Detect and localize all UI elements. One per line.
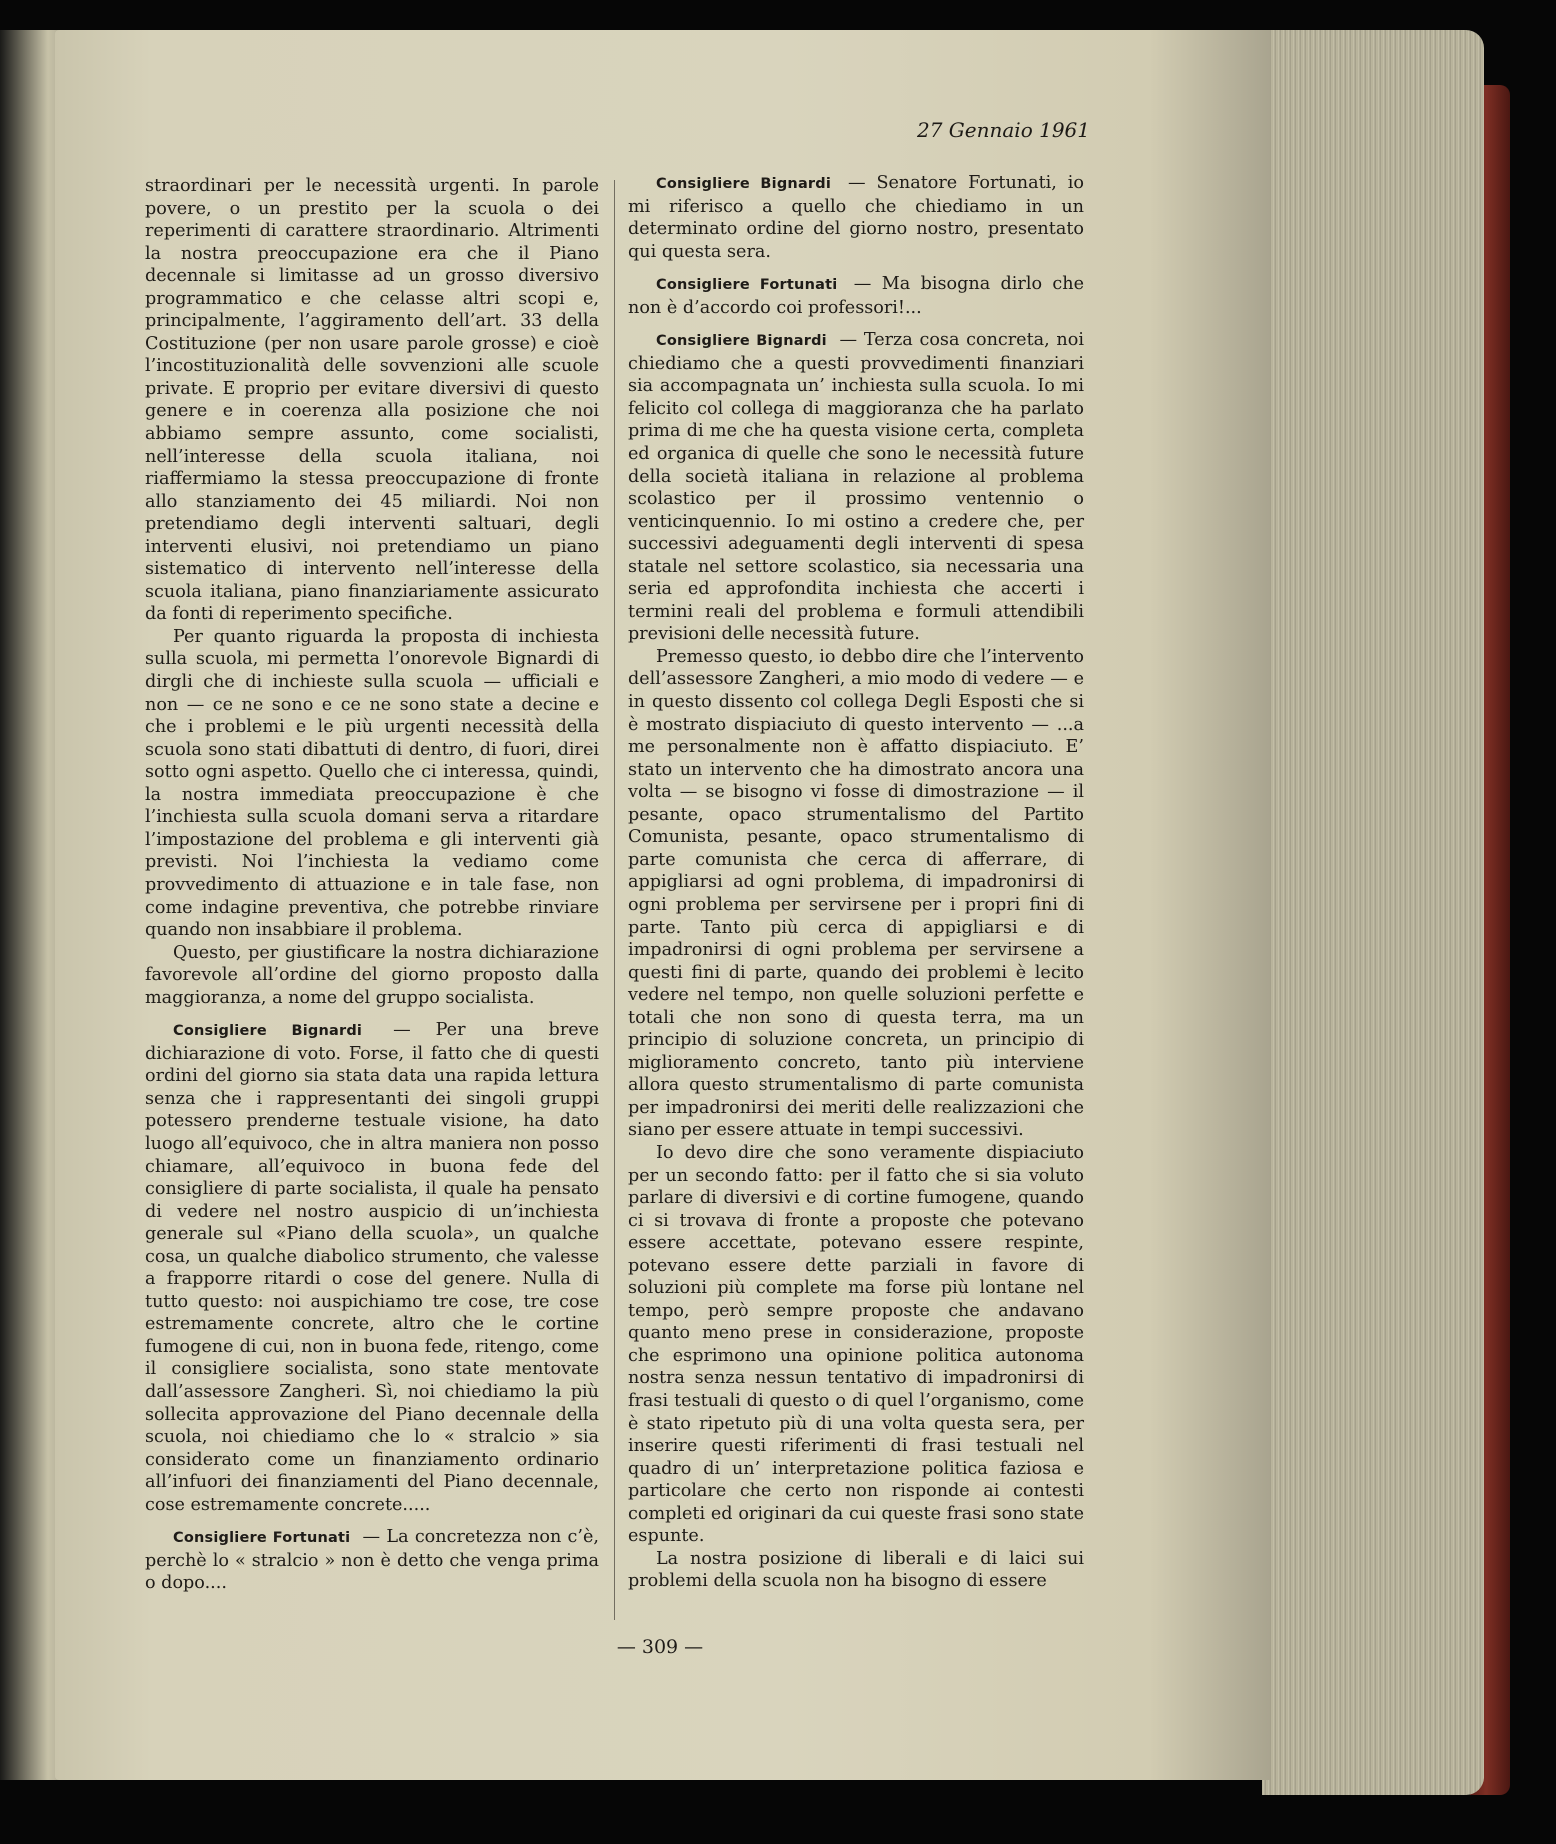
paragraph: Questo, per giustificare la nostra dichiarazione favorevole all’ordine del giorno proposto dalla maggioranza, a nome del gruppo socialista.: [145, 942, 599, 1008]
speech-entry: [145, 1019, 599, 1516]
speech-text: — Terza cosa concreta, noi chiediamo che a questi provvedimenti finanziari sia accompagnata un’ inchiesta sulla scuola. Io mi felicito col collega di maggioranza che ha parlato prima di me che ha questa visione certa, completa ed organica di quelle che sono le necessità future della società italiana in relazione al problema scolastico per il prossimo ventennio o venticinquennio. Io mi ostino a credere che, per successivi adeguamenti degli interventi di spesa statale nel settore scolastico, sia necessaria una seria ed approfondita inchiesta che accerti i termini reali del problema e formuli attendibili previsioni delle necessità future.: [628, 330, 1084, 645]
speaker-name: Consigliere Bignardi: [656, 176, 832, 192]
speaker-name: Consigliere Fortunati: [656, 277, 838, 294]
speech-text: — Senatore Fortunati, io mi riferisco a quello che chiediamo in un determinato ordine del giorno nostro, presentato qui questa sera.: [628, 173, 1085, 262]
left-page-edge: [0, 30, 60, 1780]
speech-entry: [628, 273, 1084, 319]
paragraph: Io devo dire che sono veramente dispiaciuto per un secondo fatto: per il fatto che si sia voluto parlare di diversivi e di cortine fumogene, quando ci si trovava di fronte a proposte che potevano essere accettate, potevano essere respinte, potevano essere dette parziali in favore di soluzioni più complete ma forse più lontane nel tempo, però sempre proposte che andavano quanto meno prese in considerazione, proposte che esprimono una opinione politica autonoma nostra senza nessun tentativo di impadronirsi di frasi testuali di questo o di quel l’organismo, come è stato ripetuto più di una volta questa sera, per inserire questi riferimenti di frasi testuali nel quadro di un’ interpretazione politica faziosa e particolare che certo non risponde ai contesti completi ed originari da cui queste frasi sono state espunte.: [628, 1142, 1084, 1547]
paragraph: Per quanto riguarda la proposta di inchiesta sulla scuola, mi permetta l’onorevole Bignardi di dirgli che di inchieste sulla scuola — ufficiali e non — ce ne sono e ce ne sono state a decine e che i problemi e le più urgenti necessità della scuola sono stati dibattuti di dentro, di fuori, direi sotto ogni aspetto. Quello che ci interessa, quindi, la nostra immediata preoccupazione è che l’inchiesta sulla scuola domani serva a ritardare l’impostazione del problema e gli interventi già previsti. Noi l’inchiesta la vediamo come provvedimento di attuazione e in tale fase, non come indagine preventiva, che potrebbe rinviare quando non insabbiare il problema.: [145, 626, 599, 941]
page-stack-edges: [1262, 30, 1484, 1795]
speech-entry: [628, 329, 1084, 646]
paragraph: straordinari per le necessità urgenti. In parole povere, o un prestito per la scuola o dei reperimenti di carattere straordinario. Altrimenti la nostra preoccupazione era che il Piano decennale si limitasse ad un grosso diversivo programmatico e che celasse altri scopi e, principalmente, l’aggiramento dell’art. 33 della Costituzione (per non usare parole grosse) e cioè l’incostituzionalità delle sovvenzioni alle scuole private. E proprio per evitare diversivi di questo genere e in coerenza alla posizione che noi abbiamo sempre assunto, come socialisti, nell’interesse della scuola italiana, noi riaffermiamo la stessa preoccupazione di fronte allo stanziamento dei 45 miliardi. Noi non pretendiamo degli interventi saltuari, degli interventi elusivi, noi pretendiamo un piano sistematico di intervento nell’interesse della scuola italiana, piano finanziariamente assicurato da fonti di reperimento specifiche.: [145, 176, 599, 625]
speaker-name: Consigliere Bignardi: [656, 333, 827, 350]
speech-text: — Ma bisogna dirlo che non è d’accordo coi professori!...: [628, 274, 1085, 318]
left-column: [145, 175, 599, 1595]
speech-entry: [145, 1526, 599, 1595]
paragraph: La nostra posizione di liberali e di laici sui problemi della scuola non ha bisogno di essere: [628, 1548, 1084, 1592]
right-column: [628, 172, 1084, 1593]
column-divider: [614, 180, 615, 1620]
speech-text: — La concretezza non c’è, perchè lo « stralcio » non è detto che venga prima o dopo....: [145, 1527, 600, 1594]
paragraph: Premesso questo, io debbo dire che l’intervento dell’assessore Zangheri, a mio modo di vedere — e in questo dissento col collega Degli Esposti che si è mostrato dispiaciuto di questo intervento — ...a me personalmente non è affatto dispiaciuto. E’ stato un intervento che ha dimostrato ancora una volta — se bisogno vi fosse di dimostrazione — il pesante, opaco strumentalismo del Partito Comunista, pesante, opaco strumentalismo di parte comunista che cerca di afferrare, di appigliarsi ad ogni problema, di impadronirsi di ogni problema per servirsene per i propri fini di parte. Tanto più cerca di appigliarsi e di impadronirsi di ogni problema per servirsene a questi fini di parte, quando dei problemi è lecito vedere nel tempo, non quelle soluzioni perfette e totali che non sono di questa terra, ma un principio di soluzione concreta, un principio di miglioramento concreto, tanto più interviene allora questo strumentalismo di parte comunista per impadronirsi dei meriti delle realizzazioni che siano per essere attuate in tempi successivi.: [628, 646, 1084, 1141]
page-number: — 309 —: [616, 1636, 704, 1658]
page-header-date: 27 Gennaio 1961: [917, 118, 1090, 142]
speech-entry: [628, 172, 1084, 263]
speaker-name: Consigliere Bignardi: [173, 1023, 363, 1040]
speaker-name: Consigliere Fortunati: [173, 1530, 351, 1547]
speech-text: — Per una breve dichiarazione di voto. Forse, il fatto che di questi ordini del giorno sia stata data una rapida lettura senza che i rappresentanti dei singoli gruppi potessero prenderne testuale visione, ha dato luogo all’equivoco, che in altra maniera non posso chiamare, all’equivoco in buona fede del consigliere di parte socialista, il quale ha pensato di vedere nel nostro auspicio di un’inchiesta generale sul «Piano della scuola», un qualche cosa, un qualche diabolico strumento, che valesse a frapporre ritardi o cose del genere. Nulla di tutto questo: noi auspichiamo tre cose, tre cose estremamente concrete, altro che le cortine fumogene di cui, non in buona fede, ritengo, come il consigliere socialista, sono state mentovate dall’assessore Zangheri. Sì, noi chiediamo la più sollecita approvazione del Piano decennale della scuola, noi chiediamo che lo « stralcio » sia considerato come un finanziamento ordinario all’infuori dei finanziamenti del Piano decennale, cose estremamente concrete.....: [145, 1020, 599, 1515]
